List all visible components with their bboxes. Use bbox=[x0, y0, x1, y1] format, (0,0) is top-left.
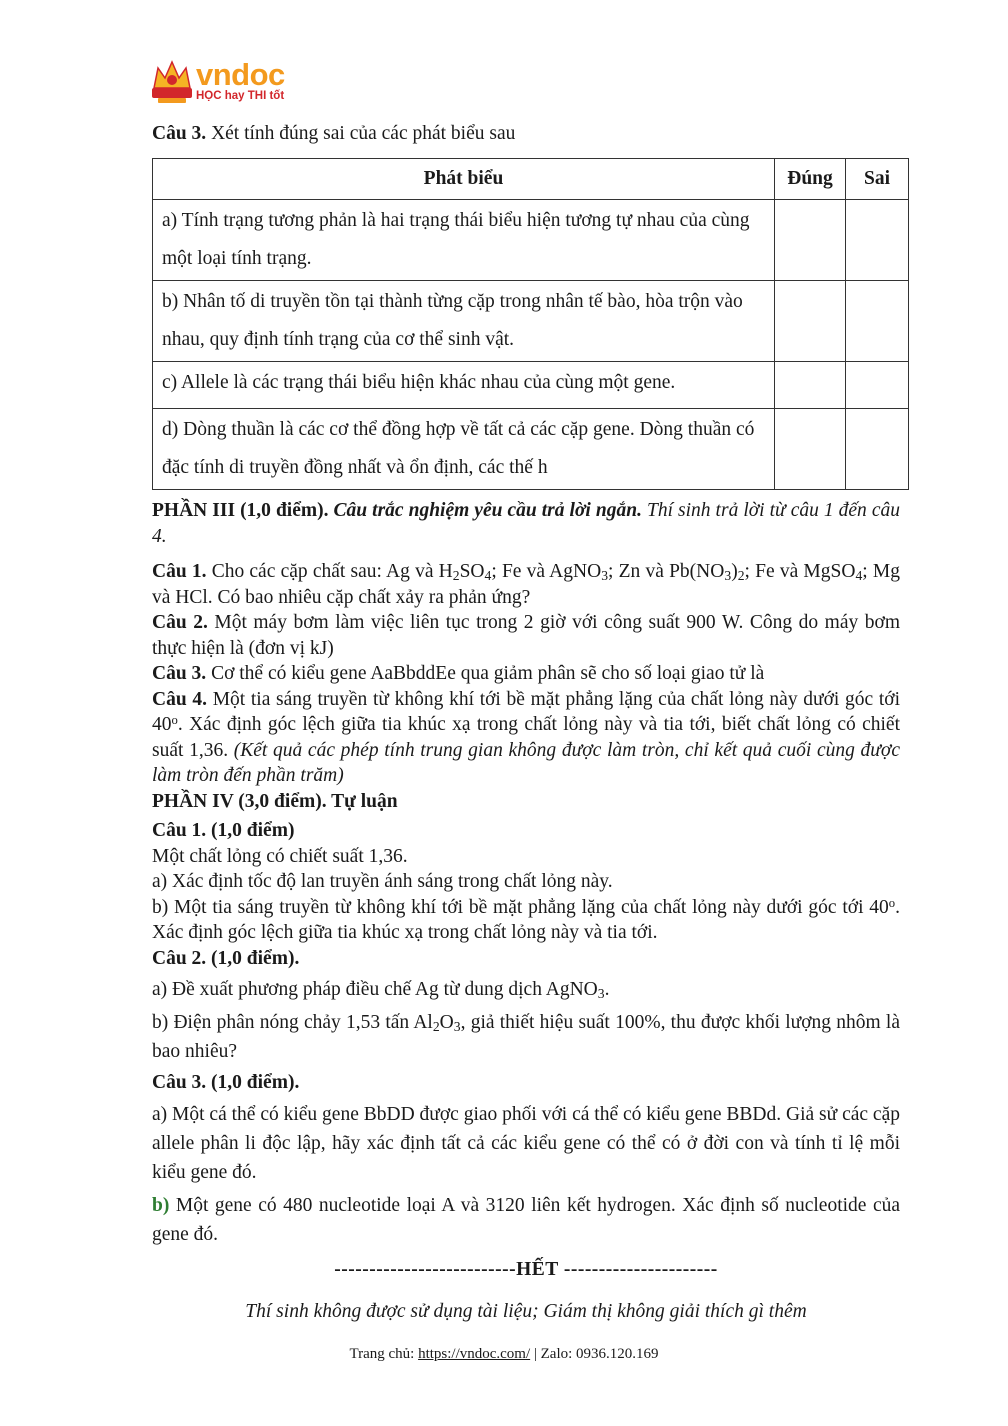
answer-false-box[interactable] bbox=[846, 281, 909, 362]
answer-false-box[interactable] bbox=[846, 200, 909, 281]
table-row bbox=[153, 362, 909, 409]
part3-question-2 bbox=[152, 610, 900, 661]
part3-question-4 bbox=[152, 687, 900, 789]
subscript: 4 bbox=[484, 568, 492, 583]
text: b) Một tia sáng truyền từ không khí tới bề mặt phẳng lặng của chất lỏng này dưới góc tới 40 bbox=[152, 896, 889, 918]
footer-prefix: Trang chủ: bbox=[349, 1346, 419, 1362]
subscript: 2 bbox=[452, 568, 460, 583]
subscript: 3 bbox=[453, 1019, 461, 1034]
header-true: Đúng bbox=[775, 159, 846, 200]
part4-question-3a: a) Một cá thể có kiểu gene BbDD được giao phối với cá thể có kiểu gene BBDd. Giả sử các cặp allele phân li độc lập, hãy xác định tất cả các kiểu gene có thể có ở đời con và tính tỉ lệ mỗi kiểu gene đó. bbox=[152, 1103, 900, 1183]
part4-question-3-label: Câu 3. (1,0 điểm). bbox=[152, 1072, 300, 1093]
answer-true-box[interactable] bbox=[775, 409, 846, 490]
answer-false-box[interactable] bbox=[846, 362, 909, 409]
crown-mascot-icon bbox=[150, 58, 194, 106]
text: Một tia sáng truyền từ không khí tới bề mặt phẳng lặng của chất lỏng này dưới góc tới 40 bbox=[152, 688, 900, 735]
header-statement: Phát biểu bbox=[153, 159, 775, 200]
question-label: Câu 3. bbox=[152, 123, 207, 144]
text: ; Fe và AgNO bbox=[491, 561, 602, 582]
answer-true-box[interactable] bbox=[775, 200, 846, 281]
part4-question-1a: a) Xác định tốc độ lan truyền ánh sáng trong chất lỏng này. bbox=[152, 871, 613, 892]
text: a) Đề xuất phương pháp điều chế Ag từ dung dịch AgNO bbox=[152, 979, 598, 1000]
degree-superscript: o bbox=[888, 895, 896, 910]
footer-contact: | Zalo: 0936.120.169 bbox=[530, 1346, 659, 1362]
table-row bbox=[153, 409, 909, 490]
text: O bbox=[439, 1012, 454, 1033]
logo-wordmark: vndoc bbox=[196, 57, 285, 92]
text: . Xác định góc lệch giữa tia khúc xạ trong chất lỏng này và tia tới, biết chất lỏng có chiết suất 1,36. bbox=[152, 714, 900, 761]
text: , giả thiết hiệu suất 100%, thu được khối lượng nhôm là bao nhiêu? bbox=[152, 1012, 900, 1062]
subscript: 3 bbox=[597, 986, 605, 1001]
part3-question-1 bbox=[152, 559, 900, 610]
text: ; Zn và Pb(NO bbox=[608, 561, 725, 582]
table-row bbox=[153, 200, 909, 281]
part4-question-2b bbox=[152, 1008, 900, 1066]
statement-a: a) Tính trạng tương phản là hai trạng thái biểu hiện tương tự nhau của cùng một loại tính trạng. bbox=[153, 200, 775, 281]
part4-question-2a: a) Đề xuất phương pháp điều chế Ag từ dung dịch AgNO$_3$. bbox=[152, 979, 610, 1001]
page-footer bbox=[0, 1346, 1008, 1363]
part4-heading: PHẦN IV (3,0 điểm). Tự luận bbox=[152, 790, 398, 812]
question-text: Cơ thể có kiểu gene AaBbddEe qua giảm phân sẽ cho số loại giao tử là bbox=[211, 663, 765, 684]
table-row bbox=[153, 281, 909, 362]
part4-question-1-intro: Một chất lỏng có chiết suất 1,36. bbox=[152, 845, 408, 867]
table-header-row bbox=[153, 159, 909, 200]
question-label: Câu 1. bbox=[152, 561, 207, 582]
text: ; Fe và MgSO bbox=[744, 561, 856, 582]
part3-title: PHẦN III (1,0 điểm). bbox=[152, 500, 329, 521]
exam-page bbox=[152, 120, 900, 1323]
homepage-link[interactable]: https://vndoc.com/ bbox=[418, 1346, 531, 1362]
question-label: Câu 4. bbox=[152, 688, 207, 710]
part3-heading bbox=[152, 498, 900, 549]
text: . Xác định góc lệch giữa tia khúc xạ trong chất lỏng này và tia tới. bbox=[152, 896, 900, 943]
answer-true-box[interactable] bbox=[775, 362, 846, 409]
answer-true-box[interactable] bbox=[775, 281, 846, 362]
part4-question-2-label: Câu 2. (1,0 điểm). bbox=[152, 947, 300, 969]
statement-b: b) Nhân tố di truyền tồn tại thành từng cặp trong nhân tế bào, hòa trộn vào nhau, quy định tính trạng của cơ thể sinh vật. bbox=[153, 281, 775, 362]
text: SO bbox=[459, 561, 485, 582]
text: Cho các cặp chất sau: Ag và H bbox=[211, 561, 453, 582]
part4-question-1-label: Câu 1. (1,0 điểm) bbox=[152, 820, 295, 841]
rounding-note: (Kết quả các phép tính trung gian không được làm tròn, chỉ kết quả cuối cùng được làm tròn đến phần trăm) bbox=[152, 739, 900, 786]
statement-d: d) Dòng thuần là các cơ thể đồng hợp về tất cả các cặp gene. Dòng thuần có đặc tính di truyền đồng nhất và ổn định, các thế h bbox=[153, 409, 775, 490]
text: ) bbox=[731, 561, 738, 582]
part3-subtitle: Câu trắc nghiệm yêu cầu trả lời ngắn. bbox=[333, 500, 642, 521]
logo-tagline: HỌC hay THI tốt bbox=[196, 90, 285, 102]
question-text: Một gene có 480 nucleotide loại A và 3120 liên kết hydrogen. Xác định số nucleotide của gene đó. bbox=[152, 1194, 901, 1245]
true-false-table bbox=[152, 158, 909, 490]
question-label: Câu 2. bbox=[152, 612, 208, 633]
part3-instruction: Thí sinh trả lời từ câu 1 đến câu 4. bbox=[152, 500, 900, 547]
header-false: Sai bbox=[846, 159, 909, 200]
subscript: 3 bbox=[601, 568, 609, 583]
subscript: 3 bbox=[724, 568, 732, 583]
subscript: 2 bbox=[432, 1019, 440, 1034]
end-marker: --------------------------HẾT ---------------------- bbox=[334, 1258, 718, 1280]
question-label: Câu 3. bbox=[152, 663, 207, 684]
statement-c: c) Allele là các trạng thái biểu hiện khác nhau của cùng một gene. bbox=[153, 362, 775, 409]
vndoc-logo[interactable] bbox=[150, 58, 300, 108]
question-text: Một máy bơm làm việc liên tục trong 2 giờ với công suất 900 W. Công do máy bơm thực hiện là (đơn vị kJ) bbox=[152, 612, 900, 659]
exam-note: Thí sinh không được sử dụng tài liệu; Giám thị không giải thích gì thêm bbox=[245, 1300, 807, 1322]
question-intro bbox=[152, 120, 900, 148]
degree-superscript: o bbox=[171, 713, 178, 727]
subscript: 4 bbox=[855, 568, 863, 583]
subscript: 2 bbox=[737, 568, 745, 583]
text: b) Điện phân nóng chảy 1,53 tấn Al bbox=[152, 1012, 433, 1033]
item-label: b) bbox=[152, 1194, 170, 1216]
answer-false-box[interactable] bbox=[846, 409, 909, 490]
part4-question-1b bbox=[152, 895, 900, 946]
text: ; Mg và HCl. Có bao nhiêu cặp chất xảy ra phản ứng? bbox=[152, 561, 900, 608]
question-text: Xét tính đúng sai của các phát biểu sau bbox=[211, 123, 516, 144]
part4-question-3b bbox=[152, 1191, 900, 1249]
part3-question-3 bbox=[152, 661, 900, 687]
